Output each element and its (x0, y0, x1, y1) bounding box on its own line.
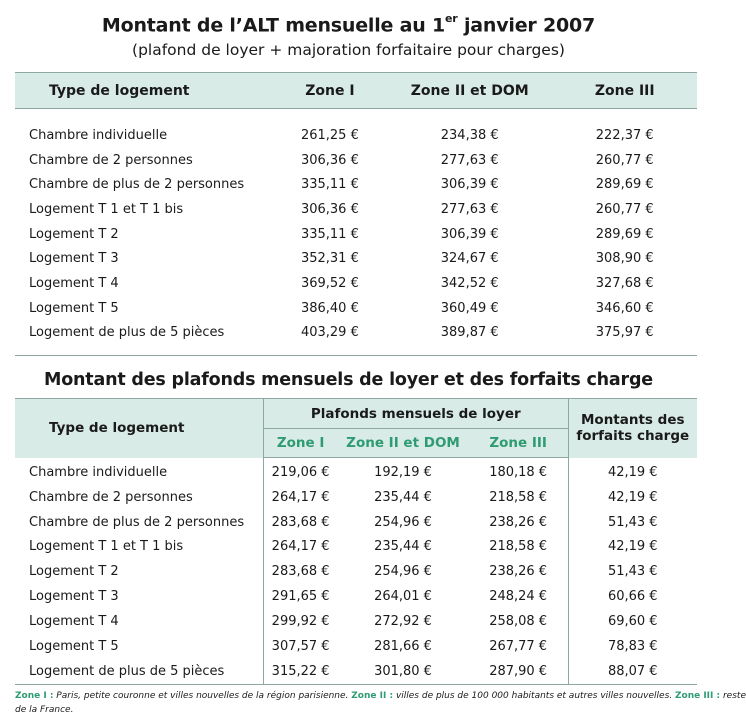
zone-footnote (15, 689, 746, 717)
table2-cell-forfait: 51,43 € (568, 559, 697, 584)
table1-cell-type: Chambre de plus de 2 personnes (29, 177, 245, 193)
table2-cell-forfait: 42,19 € (568, 535, 697, 560)
table2-row (15, 559, 697, 584)
table2-cell-type: Chambre de plus de 2 personnes (29, 514, 245, 530)
table2-cell-ceiling: 258,08 € (489, 613, 548, 629)
table2-cell-ceiling: 238,26 € (489, 564, 548, 580)
table1-cell-amount: 342,52 € (440, 275, 499, 291)
table1-cell-type: Logement T 4 (29, 275, 119, 291)
table2-body (15, 458, 697, 685)
table2-row (15, 584, 697, 609)
table1-header-zone3: Zone III (552, 73, 697, 109)
footnote-zone3-label: Zone III : (674, 691, 721, 701)
table1-cell-amount: 289,69 € (595, 177, 654, 193)
table2-cell-ceiling: 283,68 € (264, 559, 338, 584)
table2-header-zone3: Zone III (469, 429, 568, 458)
table1-cell-amount: 360,49 € (440, 300, 499, 316)
table2-row (15, 485, 697, 510)
table1-cell-type: Chambre de 2 personnes (29, 152, 193, 168)
table1-header-row (15, 73, 697, 109)
table1-cell-type: Logement T 1 et T 1 bis (29, 201, 184, 217)
table2-cell-forfait: 42,19 € (568, 458, 697, 485)
table2-cell-ceiling: 315,22 € (264, 659, 338, 684)
table2-cell-ceiling: 254,96 € (374, 514, 432, 530)
table2-cell-ceiling: 291,65 € (264, 584, 338, 609)
table1-cell-amount: 234,38 € (440, 127, 499, 143)
table2-cell-ceiling: 287,90 € (489, 663, 548, 679)
table1-cell-amount: 277,63 € (440, 152, 499, 168)
table2-cell-ceiling: 235,44 € (374, 539, 432, 555)
table2-cell-ceiling: 267,77 € (489, 638, 548, 654)
table1-row (15, 197, 697, 222)
table2-cell-ceiling: 219,06 € (264, 458, 338, 485)
table2-cell-ceiling: 301,80 € (374, 663, 432, 679)
table1-subtitle: (plafond de loyer + majoration forfaitaire pour charges) (132, 41, 565, 59)
table2-cell-ceiling: 235,44 € (374, 489, 432, 505)
alt-monthly-table (15, 72, 697, 356)
table2-cell-ceiling: 299,92 € (264, 609, 338, 634)
table1-row (15, 296, 697, 321)
table2-cell-ceiling: 272,92 € (374, 613, 432, 629)
table1-cell-amount: 324,67 € (440, 251, 499, 267)
footnote-zone2-text: villes de plus de 100 000 habitants et autres villes nouvelles. (393, 691, 675, 701)
table2-header-row-1 (15, 399, 697, 429)
table2-cell-ceiling: 218,58 € (489, 489, 548, 505)
table2-header-zone2: Zone II et DOM (337, 429, 469, 458)
table2-cell-ceiling: 218,58 € (489, 539, 548, 555)
ceilings-and-charges-table (15, 398, 697, 685)
table1-row (15, 109, 697, 148)
table1-header-zone1: Zone I (273, 73, 387, 109)
table2-header-type: Type de logement (15, 399, 264, 458)
table1-cell-amount: 289,69 € (595, 226, 654, 242)
table1-cell-amount: 308,90 € (595, 251, 654, 267)
table1-cell-amount: 352,31 € (300, 251, 359, 267)
table2-cell-ceiling: 238,26 € (489, 514, 548, 530)
table1-cell-amount: 306,36 € (300, 201, 359, 217)
table2-row (15, 458, 697, 485)
table1-cell-type: Logement T 3 (29, 251, 119, 267)
table2-cell-type: Logement T 3 (29, 589, 119, 605)
table2-cell-type: Logement T 5 (29, 638, 119, 654)
table2-row (15, 634, 697, 659)
table1-cell-amount: 346,60 € (595, 300, 654, 316)
table1-cell-amount: 386,40 € (300, 300, 359, 316)
table1-row (15, 172, 697, 197)
table2-cell-type: Logement T 2 (29, 564, 119, 580)
table1-cell-amount: 389,87 € (440, 325, 499, 341)
table1-title: Montant de l’ALT mensuelle au 1er janvier 2007 (101, 12, 596, 37)
table2-row (15, 659, 697, 684)
table2-cell-forfait: 42,19 € (568, 485, 697, 510)
footnote-zone1-label: Zone I : (15, 691, 54, 701)
table1-cell-amount: 306,39 € (440, 226, 499, 242)
table2-cell-ceiling: 264,01 € (374, 589, 432, 605)
footnote-zone2-label: Zone II : (351, 691, 394, 701)
table1-row (15, 148, 697, 173)
table1-cell-amount: 261,25 € (300, 127, 359, 143)
table1-cell-amount: 277,63 € (440, 201, 499, 217)
table1-cell-type: Chambre individuelle (29, 127, 168, 143)
table1-row (15, 321, 697, 356)
table2-cell-type: Logement de plus de 5 pièces (29, 663, 225, 679)
table2-cell-type: Logement T 4 (29, 613, 119, 629)
table1-cell-amount: 375,97 € (595, 325, 654, 341)
table2-header-forfaits: Montants des forfaits charge (568, 399, 697, 458)
table1-cell-amount: 260,77 € (595, 152, 654, 168)
table2-cell-forfait: 51,43 € (568, 510, 697, 535)
table2-header-zone1: Zone I (264, 429, 338, 458)
table2-row (15, 535, 697, 560)
table1-cell-type: Logement de plus de 5 pièces (29, 325, 225, 341)
footnote-line2: de la France. (15, 705, 74, 715)
table2-cell-ceiling: 307,57 € (264, 634, 338, 659)
table2-cell-forfait: 78,83 € (568, 634, 697, 659)
footnote-zone3-text: reste (720, 691, 746, 701)
table1-row (15, 271, 697, 296)
table2-cell-ceiling: 192,19 € (374, 464, 432, 480)
table1-cell-amount: 306,36 € (300, 152, 359, 168)
table1-cell-amount: 335,11 € (300, 226, 359, 242)
table2-cell-type: Chambre individuelle (29, 464, 168, 480)
table1-cell-amount: 260,77 € (595, 201, 654, 217)
table2-cell-type: Logement T 1 et T 1 bis (29, 539, 184, 555)
table1-cell-amount: 327,68 € (595, 275, 654, 291)
table2-cell-ceiling: 264,17 € (264, 535, 338, 560)
table2-cell-ceiling: 264,17 € (264, 485, 338, 510)
table2-cell-forfait: 69,60 € (568, 609, 697, 634)
table1-cell-amount: 222,37 € (595, 127, 654, 143)
table1-cell-type: Logement T 5 (29, 300, 119, 316)
table2-cell-type: Chambre de 2 personnes (29, 489, 193, 505)
table1-cell-amount: 403,29 € (300, 325, 359, 341)
table1-cell-amount: 335,11 € (300, 177, 359, 193)
table1-row (15, 246, 697, 271)
table1-row (15, 222, 697, 247)
table2-cell-ceiling: 283,68 € (264, 510, 338, 535)
table2-cell-ceiling: 180,18 € (489, 464, 548, 480)
footnote-zone1-text: Paris, petite couronne et villes nouvelles de la région parisienne. (53, 691, 352, 701)
table2-cell-forfait: 60,66 € (568, 584, 697, 609)
table1-header-zone2: Zone II et DOM (387, 73, 552, 109)
table1-cell-amount: 369,52 € (300, 275, 359, 291)
table2-cell-ceiling: 248,24 € (489, 589, 548, 605)
table2-title: Montant des plafonds mensuels de loyer et des forfaits charge (44, 370, 653, 390)
table2-cell-ceiling: 254,96 € (374, 564, 432, 580)
table1-header-type: Type de logement (15, 73, 273, 109)
table2-cell-ceiling: 281,66 € (374, 638, 432, 654)
table1-cell-amount: 306,39 € (440, 177, 499, 193)
table2-row (15, 609, 697, 634)
table2-row (15, 510, 697, 535)
table1-cell-type: Logement T 2 (29, 226, 119, 242)
table2-cell-forfait: 88,07 € (568, 659, 697, 684)
table2-header-ceilings: Plafonds mensuels de loyer (264, 399, 569, 429)
table1-body (15, 109, 697, 356)
